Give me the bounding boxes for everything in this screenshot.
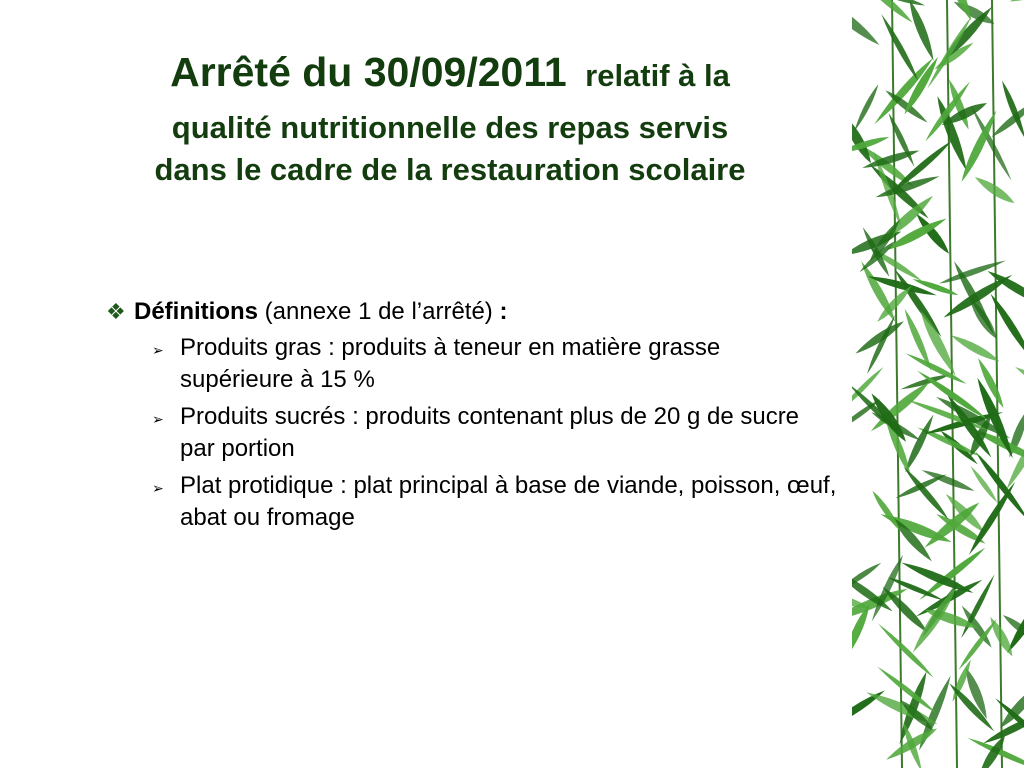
diamond-bullet-icon: ❖ [106, 299, 126, 324]
list-item [152, 470, 860, 534]
definitions-colon: : [499, 298, 508, 325]
bamboo-leaves-decoration [852, 0, 1024, 768]
title-line-2: qualité nutritionnelle des repas servis [171, 110, 729, 145]
title-date: Arrêté du 30/09/2011 [170, 49, 567, 95]
title-line-3: dans le cadre de la restauration scolaire [154, 152, 746, 187]
definitions-annex: (annexe 1 de l’arrêté) [264, 298, 493, 325]
arrow-bullet-icon: ➢ [152, 342, 164, 358]
definitions-heading-text [134, 296, 507, 328]
list-item [152, 332, 860, 396]
arrow-bullet-icon: ➢ [152, 411, 164, 427]
definition-produits-sucres: Produits sucrés : produits contenant plus de 20 g de sucre par portion [180, 403, 800, 462]
title-relatif: relatif à la [585, 58, 730, 93]
arrow-bullet-icon: ➢ [152, 480, 164, 496]
definition-produits-gras: Produits gras : produits à teneur en matière grasse supérieure à 15 % [180, 334, 721, 393]
slide-content [100, 296, 860, 539]
list-item [152, 401, 860, 465]
definitions-label: Définitions [134, 298, 258, 325]
definition-plat-protidique: Plat protidique : plat principal à base de viande, poisson, œuf, abat ou fromage [180, 472, 837, 531]
definitions-heading [100, 296, 860, 328]
slide-title [40, 49, 860, 190]
title-line-1 [40, 49, 860, 100]
